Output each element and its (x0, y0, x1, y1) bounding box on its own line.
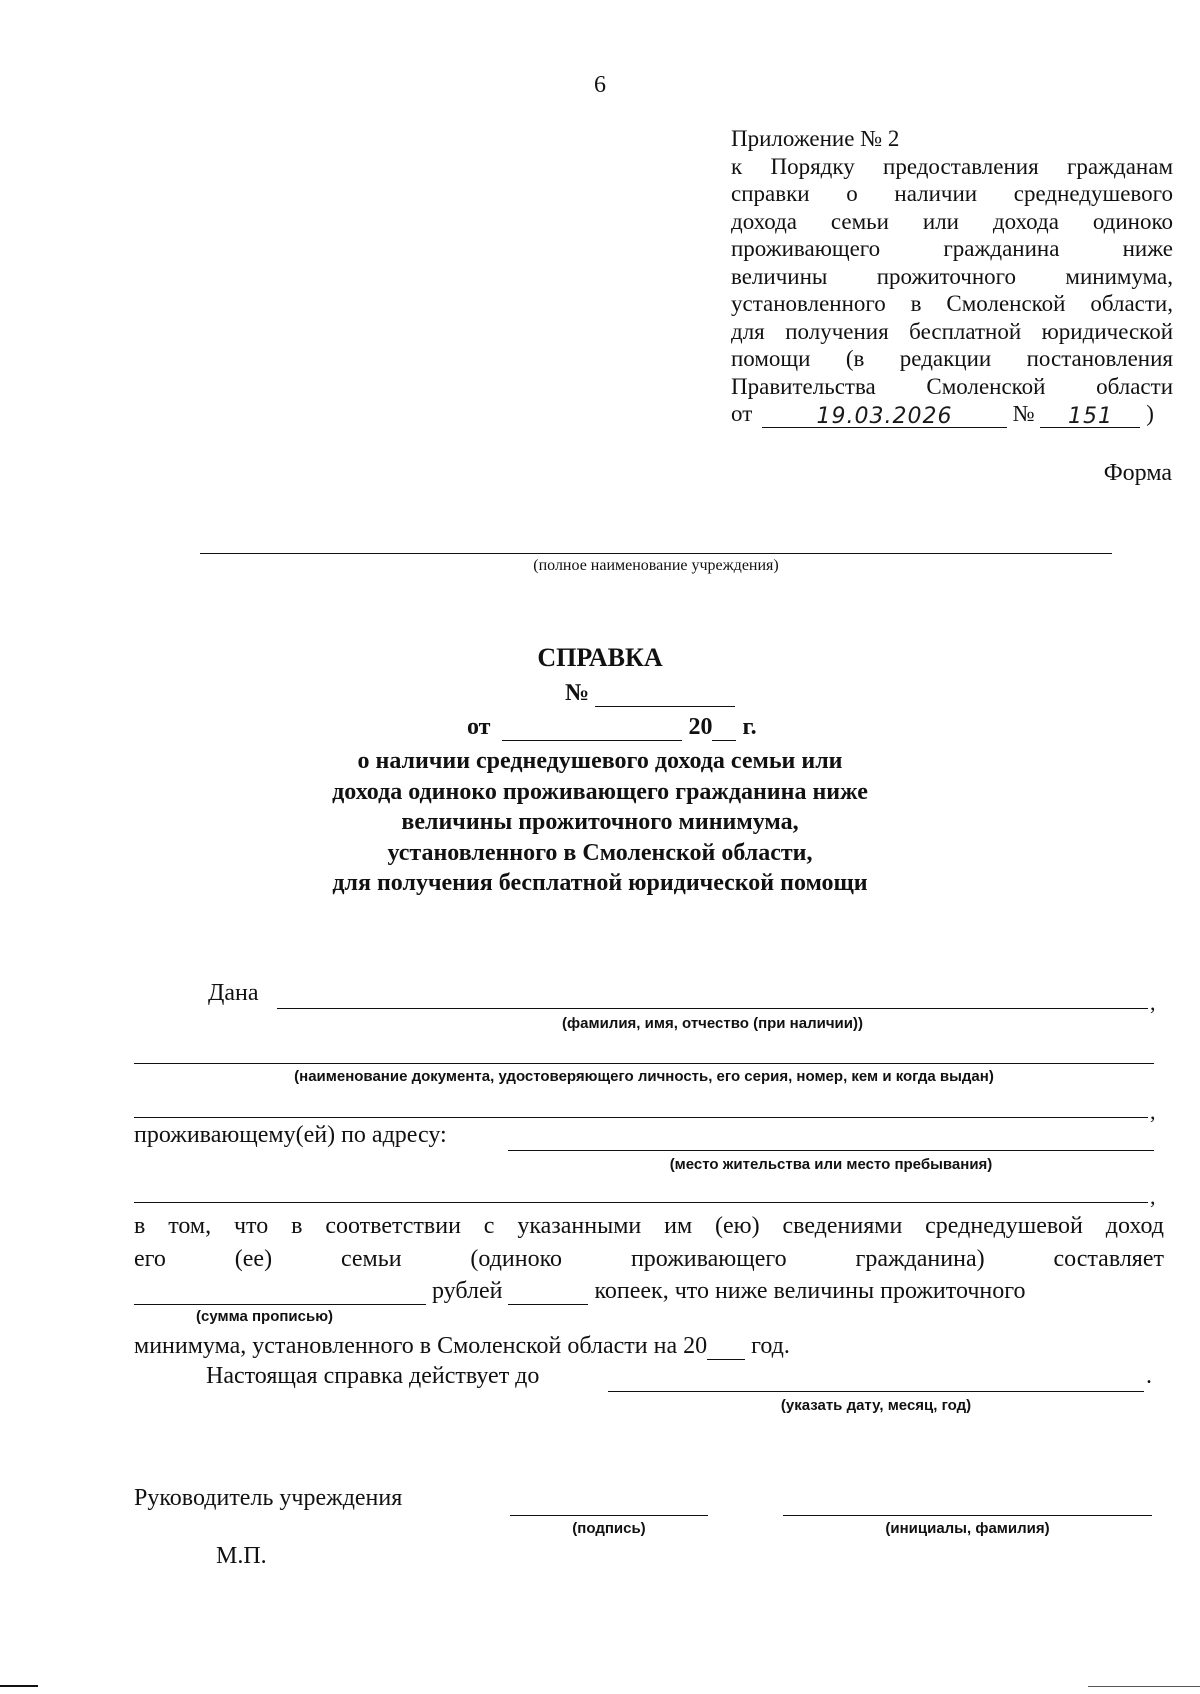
fio-comma: , (1150, 990, 1156, 1015)
address-line (508, 1150, 1154, 1151)
subtitle-line-4: установленного в Смоленской области, (387, 839, 813, 866)
appendix-line-1: Приложение № 2 (731, 126, 900, 151)
appendix-line-6: величины прожиточного минимума, (731, 263, 1173, 289)
certificate-year-blank (712, 718, 736, 741)
name-line (783, 1515, 1152, 1516)
document-caption: (наименование документа, удостоверяющего личность, его серия, номер, кем и когда выдан) (294, 1068, 994, 1085)
appendix-line-2: к Порядку предоставления гражданам (731, 153, 1173, 179)
signature-line (510, 1515, 708, 1516)
sum-blank (134, 1280, 426, 1305)
scan-edge-right (1088, 1686, 1200, 1687)
certificate-number-blank (595, 684, 735, 707)
institution-name-line (200, 553, 1112, 554)
appendix-reference-line (731, 400, 1173, 428)
valid-until-line (608, 1391, 1144, 1392)
minimum-text-suffix: год. (751, 1333, 790, 1359)
date-caption: (указать дату, месяц, год) (780, 1397, 972, 1414)
signature-caption: (подпись) (572, 1520, 646, 1537)
certificate-subtitle (0, 746, 1200, 899)
appendix-close-paren: ) (1146, 401, 1154, 426)
certificate-number-row (565, 680, 735, 707)
valid-until-label: Настоящая справка действует до (206, 1363, 540, 1389)
stamp-label: М.П. (216, 1543, 267, 1569)
sum-row (134, 1278, 1164, 1305)
statement-line-1: в том, что в соответствии с указанными им (ею) сведениями среднедушевой доход (134, 1213, 1164, 1239)
subtitle-line-1: о наличии среднедушевого дохода семьи или (357, 748, 843, 774)
certificate-year-suffix: г. (742, 714, 757, 740)
document-line (134, 1063, 1154, 1064)
appendix-line-9: помощи (в редакции постановления (731, 346, 1173, 371)
subtitle-line-5: для получения бесплатной юридической помощи (332, 870, 868, 896)
appendix-block (731, 125, 1173, 428)
appendix-line-7: установленного в Смоленской области, (731, 291, 1173, 316)
minimum-year-blank (707, 1337, 745, 1360)
institution-caption: (полное наименование учреждения) (533, 557, 779, 574)
kopecks-blank (508, 1280, 588, 1305)
certificate-date-row (467, 714, 757, 741)
valid-until-period: . (1146, 1363, 1152, 1389)
certificate-title: СПРАВКА (537, 643, 663, 672)
fio-caption: (фамилия, имя, отчество (при наличии)) (562, 1015, 863, 1032)
document-line-2 (134, 1117, 1148, 1118)
scan-edge-left (0, 1685, 38, 1687)
appendix-number-label: № (1012, 401, 1035, 426)
form-label: Форма (1103, 460, 1172, 486)
certificate-number-label: № (565, 680, 590, 706)
name-caption: (инициалы, фамилия) (885, 1520, 1050, 1537)
minimum-text-prefix: минимума, установленного в Смоленской области на 20 (134, 1333, 708, 1359)
appendix-line-8: для получения бесплатной юридической (731, 318, 1173, 344)
address-line-2 (134, 1202, 1148, 1203)
given-to-label: Дана (208, 980, 259, 1006)
handwritten-number: 151 (1040, 403, 1140, 428)
certificate-date-blank (502, 718, 682, 741)
handwritten-date: 19.03.2026 (762, 403, 1007, 428)
sum-caption: (сумма прописью) (196, 1308, 334, 1325)
appendix-line-5: проживающего гражданина ниже (731, 236, 1173, 261)
statement-line-2: его (ее) семьи (одиноко проживающего гражданина) составляет (134, 1246, 1164, 1272)
rubles-label: рублей (432, 1278, 503, 1304)
certificate-year-prefix: 20 (688, 714, 713, 740)
appendix-from-label: от (731, 401, 753, 426)
address-label: проживающему(ей) по адресу: (134, 1122, 447, 1148)
head-label: Руководитель учреждения (134, 1485, 403, 1511)
kopecks-text: копеек, что ниже величины прожиточного (594, 1278, 1026, 1304)
appendix-line-10: Правительства Смоленской области (731, 373, 1173, 399)
appendix-line-3: справки о наличии среднедушевого (731, 181, 1173, 206)
fio-line (277, 1008, 1148, 1009)
document-comma: , (1150, 1099, 1156, 1124)
appendix-line-4: дохода семьи или дохода одиноко (731, 208, 1173, 234)
minimum-row (134, 1333, 790, 1360)
certificate-from-label: от (467, 714, 491, 740)
subtitle-line-2: дохода одиноко проживающего гражданина ниже (332, 778, 868, 805)
residence-caption: (место жительства или место пребывания) (669, 1156, 993, 1173)
page-number: 6 (594, 72, 606, 98)
address-comma: , (1150, 1184, 1156, 1209)
subtitle-line-3: величины прожиточного минимума, (401, 809, 799, 835)
